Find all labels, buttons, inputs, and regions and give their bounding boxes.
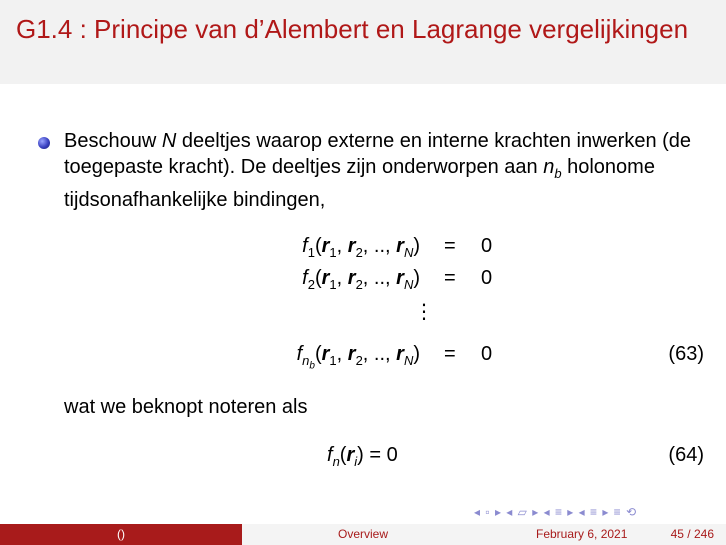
beamer-navigation-icons[interactable]: ◂ ▫ ▸ ◂ ▱ ▸ ◂ ≡ ▸ ◂ ≡ ▸ ≡ ⟲ <box>474 505 638 519</box>
equation-3-lhs: $f_{n_b}(r_1$, $r_2$, .., $r_N$) <box>296 343 420 372</box>
var-N: N <box>161 130 177 152</box>
bullet-icon <box>38 137 50 149</box>
equation-number-63: (63) <box>668 343 704 365</box>
bullet-paragraph <box>64 128 704 213</box>
footer-author: () <box>0 524 242 545</box>
vertical-dots: ⋮ <box>414 301 434 323</box>
footer-bar <box>0 524 726 545</box>
equation-1-lhs: $f_1(r_1$, $r_2$, .., $r_N$) <box>302 235 420 260</box>
equals-sign: = <box>444 235 456 257</box>
text-run: holonome tijdsonafhankelijke bindingen, <box>64 156 655 211</box>
footer-date: February 6, 2021 <box>536 527 628 541</box>
after-text: wat we beknopt noteren als <box>64 396 308 418</box>
var-b-sub: b <box>554 166 562 181</box>
equation-1-rhs: 0 <box>481 235 493 257</box>
text-run: deeltjes waarop externe en interne krachten inwerken (de toegepaste kracht). De deeltjes zijn onderworpen aan <box>64 130 692 178</box>
equation-3-rhs: 0 <box>481 343 493 365</box>
footer-right <box>484 524 726 545</box>
equation-64: $f_n(r_i) = 0$ <box>327 444 398 469</box>
equals-sign: = <box>444 343 456 365</box>
title-bar <box>0 0 726 84</box>
slide-title: G1.4 : Principe van d’Alembert en Lagrange vergelijkingen <box>16 14 689 44</box>
equation-2-rhs: 0 <box>481 267 493 289</box>
footer-page-number: 45 / 246 <box>670 527 714 541</box>
equation-2-lhs: $f_2(r_1$, $r_2$, .., $r_N$) <box>302 267 420 292</box>
equation-number-64: (64) <box>668 444 704 466</box>
equals-sign: = <box>444 267 456 289</box>
text-run: Beschouw <box>64 130 162 152</box>
footer-section: Overview <box>242 524 484 545</box>
var-n: n <box>543 156 555 178</box>
